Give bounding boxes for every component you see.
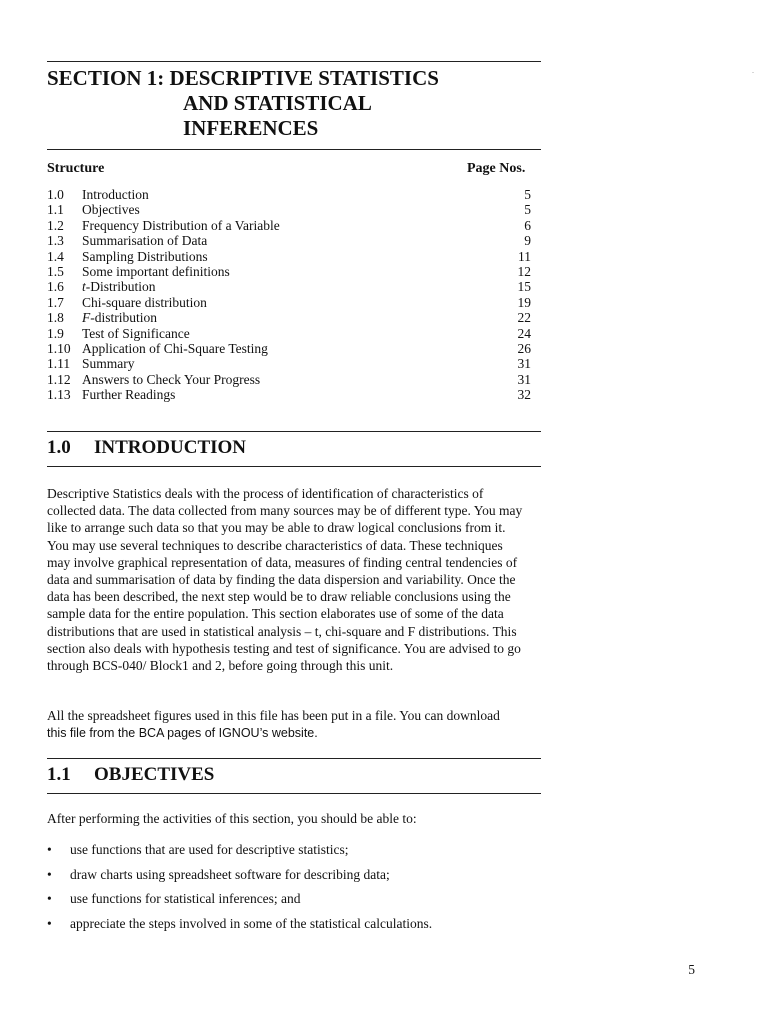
toc-page: 11	[518, 248, 531, 264]
toc-row	[47, 356, 531, 371]
structure-label: Structure	[47, 161, 105, 176]
objectives-heading	[47, 764, 541, 786]
toc-num: 1.7	[47, 294, 64, 310]
toc-title-italic: F	[82, 310, 91, 326]
toc-title: Further Readings	[82, 387, 176, 403]
list-item-text: use functions that are used for descriptive statistics;	[70, 842, 349, 857]
toc-title-rest: -distribution	[90, 310, 157, 326]
toc-row	[47, 310, 531, 325]
section-title-line2: AND STATISTICAL	[183, 91, 372, 115]
toc-row	[47, 187, 531, 202]
toc-row	[47, 341, 531, 356]
toc-num: 1.3	[47, 233, 64, 249]
list-item-text: draw charts using spreadsheet software for describing data;	[70, 866, 390, 882]
toc-page: 32	[517, 387, 531, 403]
section-title-line1: SECTION 1: DESCRIPTIVE STATISTICS	[47, 66, 439, 90]
toc-title: Application of Chi-Square Testing	[82, 340, 268, 356]
toc-num: 1.2	[47, 217, 64, 233]
top-rule	[47, 61, 541, 62]
toc-page: 5	[524, 202, 531, 218]
toc-page: 22	[517, 310, 531, 326]
toc-num: 1.11	[47, 356, 71, 372]
table-of-contents	[47, 187, 531, 402]
toc-num: 1.8	[47, 310, 64, 326]
toc-row	[47, 249, 531, 264]
list-item-text: appreciate the steps involved in some of the statistical calculations.	[70, 915, 433, 931]
toc-page: 31	[517, 356, 531, 372]
introduction-heading	[47, 437, 541, 459]
introduction-title: INTRODUCTION	[94, 437, 247, 458]
introduction-paragraph-1: Descriptive Statistics deals with the process of identification of characteristics of collected data. The data collected from many sources may be of different type. You may like to arrange such data so that you may be able to draw logical conclusions from it. You may use several techniques to describe characteristics of data. These techniques may involve graphical representation of data, measures of finding central tendencies of data and summarisation of data by finding the data dispersion and variability. Once the data has been described, the next step would be to draw reliable conclusions using the sample data for the entire population. This section elaborates use of some of the data distributions that are used in statistical analysis – t, chi-square and F distributions. This section also deals with hypothesis testing and test of significance. You are advised to go through BCS-040/ Block1 and 2, before going through this unit.	[47, 486, 523, 674]
list-item	[47, 914, 527, 939]
introduction-number: 1.0	[47, 437, 71, 458]
toc-num: 1.12	[47, 371, 71, 387]
toc-title: Introduction	[82, 187, 149, 202]
toc-page: 31	[517, 371, 531, 387]
toc-title	[82, 279, 501, 294]
intro-bottom-rule	[47, 466, 541, 467]
toc-title-italic: t	[82, 279, 86, 295]
introduction-paragraph-2-start: All the spreadsheet figures used in this file has been put in a file. You can download	[47, 708, 500, 723]
toc-row	[47, 202, 531, 217]
bullet-icon: •	[47, 891, 52, 906]
toc-row	[47, 295, 531, 310]
corner-mark: .	[752, 66, 754, 75]
toc-num: 1.13	[47, 387, 71, 403]
toc-title: Frequency Distribution of a Variable	[82, 217, 280, 233]
toc-row	[47, 233, 531, 248]
toc-num: 1.9	[47, 325, 64, 341]
toc-num: 1.6	[47, 279, 64, 295]
bullet-icon: •	[47, 915, 52, 931]
toc-num: 1.1	[47, 202, 64, 218]
page-nos-label: Page Nos.	[467, 161, 526, 176]
toc-page: 15	[517, 279, 531, 295]
intro-top-rule	[47, 431, 541, 432]
introduction-paragraph-2-end: this file from the BCA pages of IGNOU’s website.	[47, 726, 318, 741]
objectives-bottom-rule	[47, 793, 541, 794]
page-number: 5	[688, 962, 695, 977]
toc-page: 26	[517, 340, 531, 356]
toc-page: 5	[524, 187, 531, 202]
bullet-icon: •	[47, 842, 52, 857]
objectives-title: OBJECTIVES	[94, 764, 215, 785]
list-item	[47, 865, 527, 890]
title-bottom-rule	[47, 149, 541, 150]
toc-num: 1.4	[47, 248, 64, 264]
toc-row	[47, 372, 531, 387]
toc-title: Objectives	[82, 202, 140, 218]
toc-num: 1.0	[47, 187, 64, 202]
introduction-paragraph-2	[47, 707, 529, 742]
toc-title: Some important definitions	[82, 263, 230, 279]
toc-row	[47, 264, 531, 279]
toc-title: Chi-square distribution	[82, 294, 207, 310]
section-title	[47, 66, 541, 141]
objectives-intro: After performing the activities of this section, you should be able to:	[47, 811, 417, 826]
toc-title: Sampling Distributions	[82, 248, 208, 264]
section-title-line3: INFERENCES	[183, 116, 319, 140]
toc-title: Summary	[82, 356, 135, 372]
objectives-list	[47, 840, 527, 938]
toc-row	[47, 279, 531, 294]
toc-row	[47, 387, 531, 402]
toc-num: 1.10	[47, 340, 71, 356]
toc-page: 12	[517, 263, 531, 279]
toc-row	[47, 326, 531, 341]
toc-title: Answers to Check Your Progress	[82, 371, 261, 387]
bullet-icon: •	[47, 866, 52, 882]
objectives-top-rule	[47, 758, 541, 759]
toc-title-rest: -Distribution	[85, 279, 156, 295]
toc-row	[47, 218, 531, 233]
list-item	[47, 840, 527, 865]
toc-title: Test of Significance	[82, 325, 190, 341]
toc-num: 1.5	[47, 263, 64, 279]
objectives-number: 1.1	[47, 764, 71, 785]
toc-title	[82, 310, 501, 325]
toc-page: 6	[524, 217, 531, 233]
list-item	[47, 889, 527, 914]
toc-page: 9	[524, 233, 531, 249]
toc-title: Summarisation of Data	[82, 233, 208, 249]
toc-page: 24	[517, 325, 531, 341]
toc-page: 19	[517, 294, 531, 310]
list-item-text: use functions for statistical inferences; and	[70, 891, 301, 906]
